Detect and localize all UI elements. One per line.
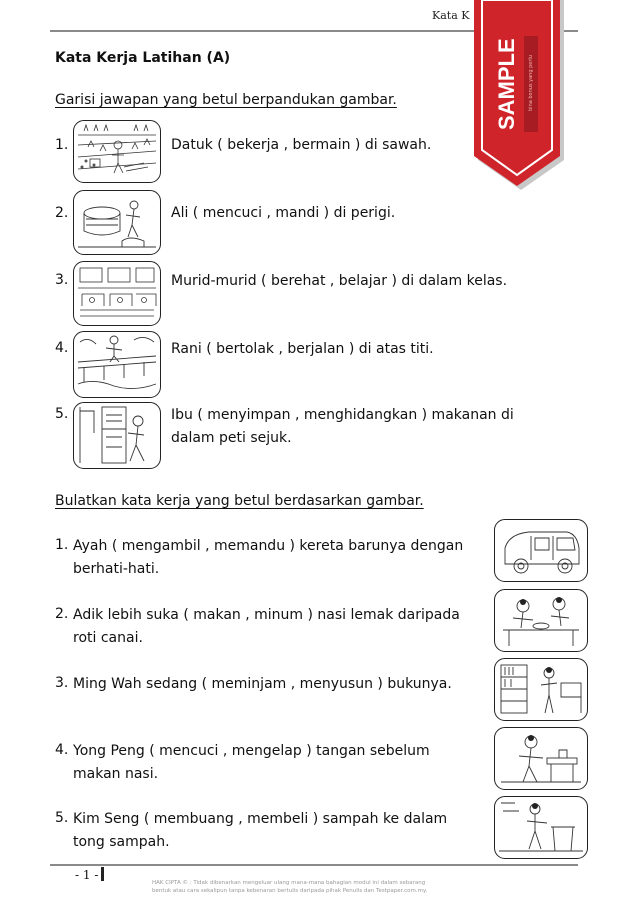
b3-picture — [494, 658, 588, 721]
b5-sentence-line2: tong sampah. — [73, 834, 170, 850]
page-title: Kata Kerja Latihan (A) — [55, 50, 231, 66]
b2-sentence-line2: roti canai. — [73, 630, 143, 646]
b4-number: 4. — [55, 742, 69, 758]
stamp-label: SAMPLE — [494, 38, 519, 130]
b2-number: 2. — [55, 606, 69, 622]
sample-stamp — [472, 0, 570, 196]
b5-sentence-line1: Kim Seng ( membuang , membeli ) sampah ke dalam — [73, 811, 448, 827]
section-a-instruction: Garisi jawapan yang betul berpandukan gambar. — [55, 92, 397, 108]
copyright-line-2: bentuk atau cara sekalipun tanpa kebenaran bertulis daripada pihak Penulis dan Testpaper.com.my. — [152, 888, 428, 894]
a1-sentence: Datuk ( bekerja , bermain ) di sawah. — [171, 137, 432, 153]
b2-picture — [494, 589, 588, 652]
a3-picture — [73, 261, 161, 326]
page-number-bar — [101, 867, 104, 881]
a4-picture — [73, 331, 161, 398]
b4-sentence-line2: makan nasi. — [73, 766, 159, 782]
header-title: Kata K — [432, 9, 470, 22]
a4-sentence: Rani ( bertolak , berjalan ) di atas titi. — [171, 341, 434, 357]
a5-sentence-line2: dalam peti sejuk. — [171, 430, 292, 446]
b1-number: 1. — [55, 537, 69, 553]
a5-sentence-line1: Ibu ( menyimpan , menghidangkan ) makanan di — [171, 407, 514, 423]
a3-number: 3. — [55, 272, 69, 288]
b5-number: 5. — [55, 810, 69, 826]
b2-sentence-line1: Adik lebih suka ( makan , minum ) nasi lemak daripada — [73, 607, 460, 623]
page-number: - 1 - — [75, 868, 99, 882]
b1-sentence-line2: berhati-hati. — [73, 561, 160, 577]
a2-sentence: Ali ( mencuci , mandi ) di perigi. — [171, 205, 396, 221]
copyright-line-1: HAK CIPTA © : Tidak dibenarkan mengeluar ulang mana-mana bahagian modul ini dalam sebarang — [152, 880, 426, 886]
b4-picture — [494, 727, 588, 790]
a1-picture — [73, 120, 161, 183]
b1-sentence-line1: Ayah ( mengambil , memandu ) kereta barunya dengan — [73, 538, 464, 554]
stamp-small-text: bina bonus yang perlu — [528, 55, 534, 111]
a4-number: 4. — [55, 340, 69, 356]
copyright-notice — [152, 879, 482, 895]
a2-number: 2. — [55, 205, 69, 221]
a5-picture — [73, 402, 161, 469]
b5-picture — [494, 796, 588, 859]
b3-sentence-line1: Ming Wah sedang ( meminjam , menyusun ) bukunya. — [73, 676, 452, 692]
b3-number: 3. — [55, 675, 69, 691]
section-b-instruction: Bulatkan kata kerja yang betul berdasarkan gambar. — [55, 493, 424, 509]
b1-picture — [494, 519, 588, 582]
a3-sentence: Murid-murid ( berehat , belajar ) di dalam kelas. — [171, 273, 508, 289]
b4-sentence-line1: Yong Peng ( mencuci , mengelap ) tangan sebelum — [73, 743, 430, 759]
a2-picture — [73, 190, 161, 255]
footer-rule — [50, 864, 578, 866]
a5-number: 5. — [55, 406, 69, 422]
a1-number: 1. — [55, 137, 69, 153]
